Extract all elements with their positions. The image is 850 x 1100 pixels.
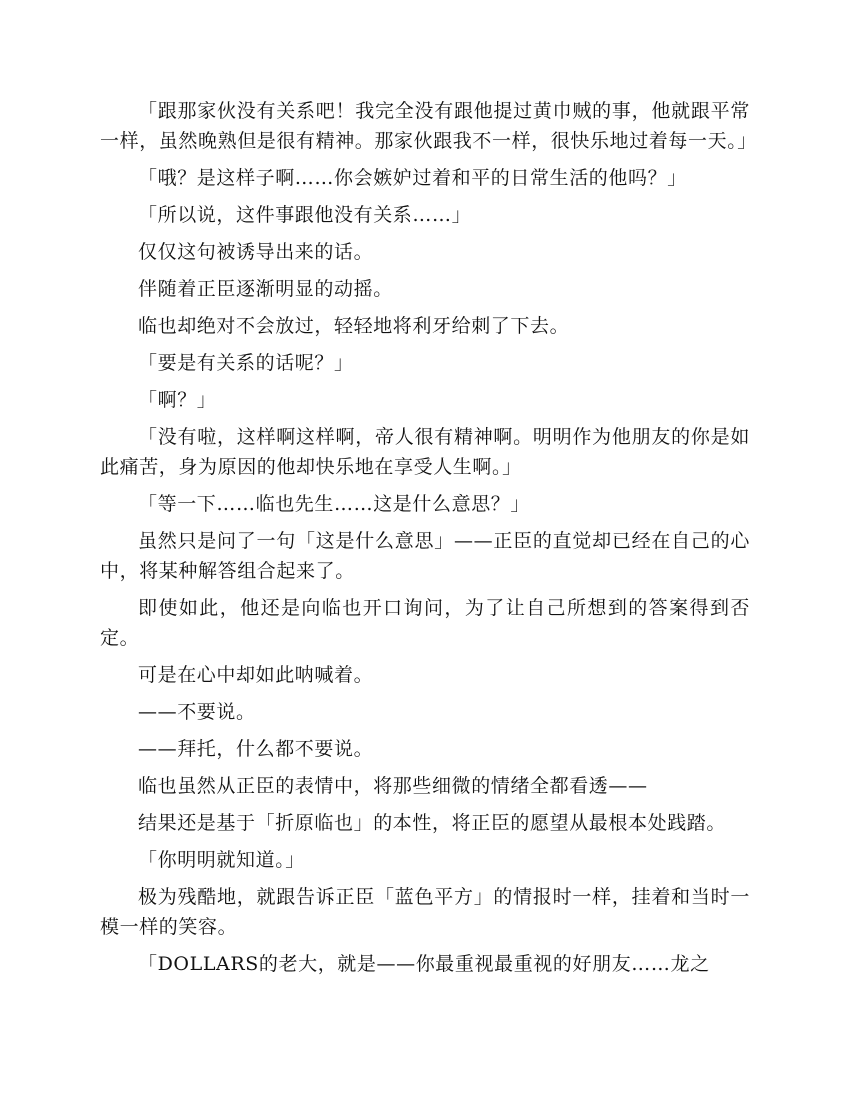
paragraph: 「跟那家伙没有关系吧！我完全没有跟他提过黄巾贼的事，他就跟平常一样，虽然晚熟但是很有精神。那家伙跟我不一样，很快乐地过着每一天。」 <box>100 100 757 152</box>
paragraph: 极为残酷地，就跟告诉正臣「蓝色平方」的情报时一样，挂着和当时一模一样的笑容。 <box>100 886 750 938</box>
paragraph: ——不要说。 <box>138 701 256 723</box>
paragraph: 「等一下……临也先生……这是什么意思？」 <box>138 493 531 515</box>
paragraph: 「DOLLARS的老大，就是——你最重视最重视的好朋友……龙之 <box>138 953 710 975</box>
paragraph: 临也却绝对不会放过，轻轻地将利牙给刺了下去。 <box>138 315 570 337</box>
paragraph: 「哦？是这样子啊……你会嫉妒过着和平的日常生活的他吗？」 <box>138 167 687 189</box>
paragraph: 「你明明就知道。」 <box>138 849 305 871</box>
paragraph: ——拜托，什么都不要说。 <box>138 738 374 760</box>
paragraph: 虽然只是问了一句「这是什么意思」——正臣的直觉却已经在自己的心中，将某种解答组合起来了。 <box>100 530 750 582</box>
paragraph: 「要是有关系的话呢？」 <box>138 352 354 374</box>
paragraph: 伴随着正臣逐渐明显的动摇。 <box>138 278 393 300</box>
paragraph: 「所以说，这件事跟他没有关系……」 <box>138 204 472 226</box>
paragraph: 可是在心中却如此呐喊着。 <box>138 664 374 686</box>
paragraph: 「没有啦，这样啊这样啊，帝人很有精神啊。明明作为他朋友的你是如此痛苦，身为原因的他却快乐地在享受人生啊。」 <box>100 426 750 478</box>
paragraph: 临也虽然从正臣的表情中，将那些细微的情绪全都看透—— <box>138 775 648 797</box>
paragraph: 「啊？」 <box>138 389 217 411</box>
paragraph: 即使如此，他还是向临也开口询问，为了让自己所想到的答案得到否定。 <box>100 597 750 649</box>
paragraph: 结果还是基于「折原临也」的本性，将正臣的愿望从最根本处践踏。 <box>138 812 727 834</box>
document-page <box>100 96 757 986</box>
paragraph: 仅仅这句被诱导出来的话。 <box>138 241 374 263</box>
